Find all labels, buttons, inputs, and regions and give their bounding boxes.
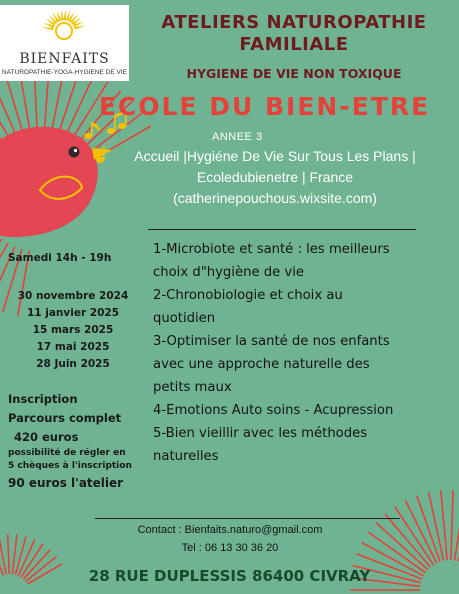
registration-block [8,390,148,493]
sunburst-ray [0,89,2,141]
contact-email: Contact : Bienfaits.naturo@gmail.com [137,524,323,536]
topics-list [153,238,453,468]
title-line-1: ATELIERS NATUROPATHIE [161,12,427,33]
topic-line: naturelles [153,449,219,464]
topic-line: petits maux [153,380,232,395]
topic-line: choix d"hygiène de vie [153,265,305,280]
sunburst-ray [0,239,2,291]
sunburst-ray [455,491,459,560]
logo-tagline: NATUROPATHIE-YOGA-HYGIENE DE VIE [2,69,127,76]
topic-line: quotidien [153,311,216,326]
website-line: Accueil |Hygiéne De Vie Sur Tous Les Plans | [134,148,416,164]
logo [0,5,129,81]
price-per-workshop: 90 euros l'atelier [8,476,124,490]
date-item: 30 novembre 2024 [17,290,129,302]
date-item: 11 janvier 2025 [26,307,120,319]
registration-label: Inscription [8,392,78,406]
sun-petal [42,27,53,30]
sun-petal [61,9,64,20]
website-line: Ecoledubienetre | France [196,169,354,185]
sunburst-ray [451,490,453,560]
topic-line: 4-Emotions Auto soins - Acupression [153,403,394,418]
dates-list [8,288,138,373]
title-line-2: FAMILIALE [239,34,349,55]
sun-petal [63,9,66,20]
topic-line: 3-Optimiser la santé de nos enfants [153,334,390,349]
topic-line: avec une approche naturelle des [153,357,370,372]
date-item: 15 mars 2025 [32,324,114,336]
date-item: 17 mai 2025 [36,341,110,353]
registration-note: 5 chèques à l'inscription [8,461,132,471]
contact-phone: Tel : 06 13 30 36 20 [181,542,279,554]
school-year: ANNEE 3 [212,131,263,143]
date-item: 28 Juin 2025 [36,358,110,370]
topic-line: 2-Chronobiologie et choix au [153,288,343,303]
schedule-time: Samedi 14h - 19h [8,252,112,264]
registration-price: 420 euros [14,430,79,444]
address: 28 RUE DUPLESSIS 86400 CIVRAY [88,567,371,585]
topic-line: 5-Bien vieillir avec les méthodes [153,426,368,441]
logo-name: BIENFAITS [19,51,110,67]
registration-course: Parcours complet [8,411,122,425]
school-name: ECOLE DU BIEN-ETRE [98,92,431,121]
divider-top [148,229,416,230]
sun-icon [34,7,94,51]
website-line: (catherinepouchous.wixsite.com) [173,190,377,206]
divider-bottom [95,518,400,519]
subtitle: HYGIENE DE VIE NON TOXIQUE [186,66,402,81]
website-block [90,146,459,209]
registration-note: possibilité de régler en [8,448,126,458]
topic-line: 1-Microbiote et santé : les meilleurs [153,242,390,257]
